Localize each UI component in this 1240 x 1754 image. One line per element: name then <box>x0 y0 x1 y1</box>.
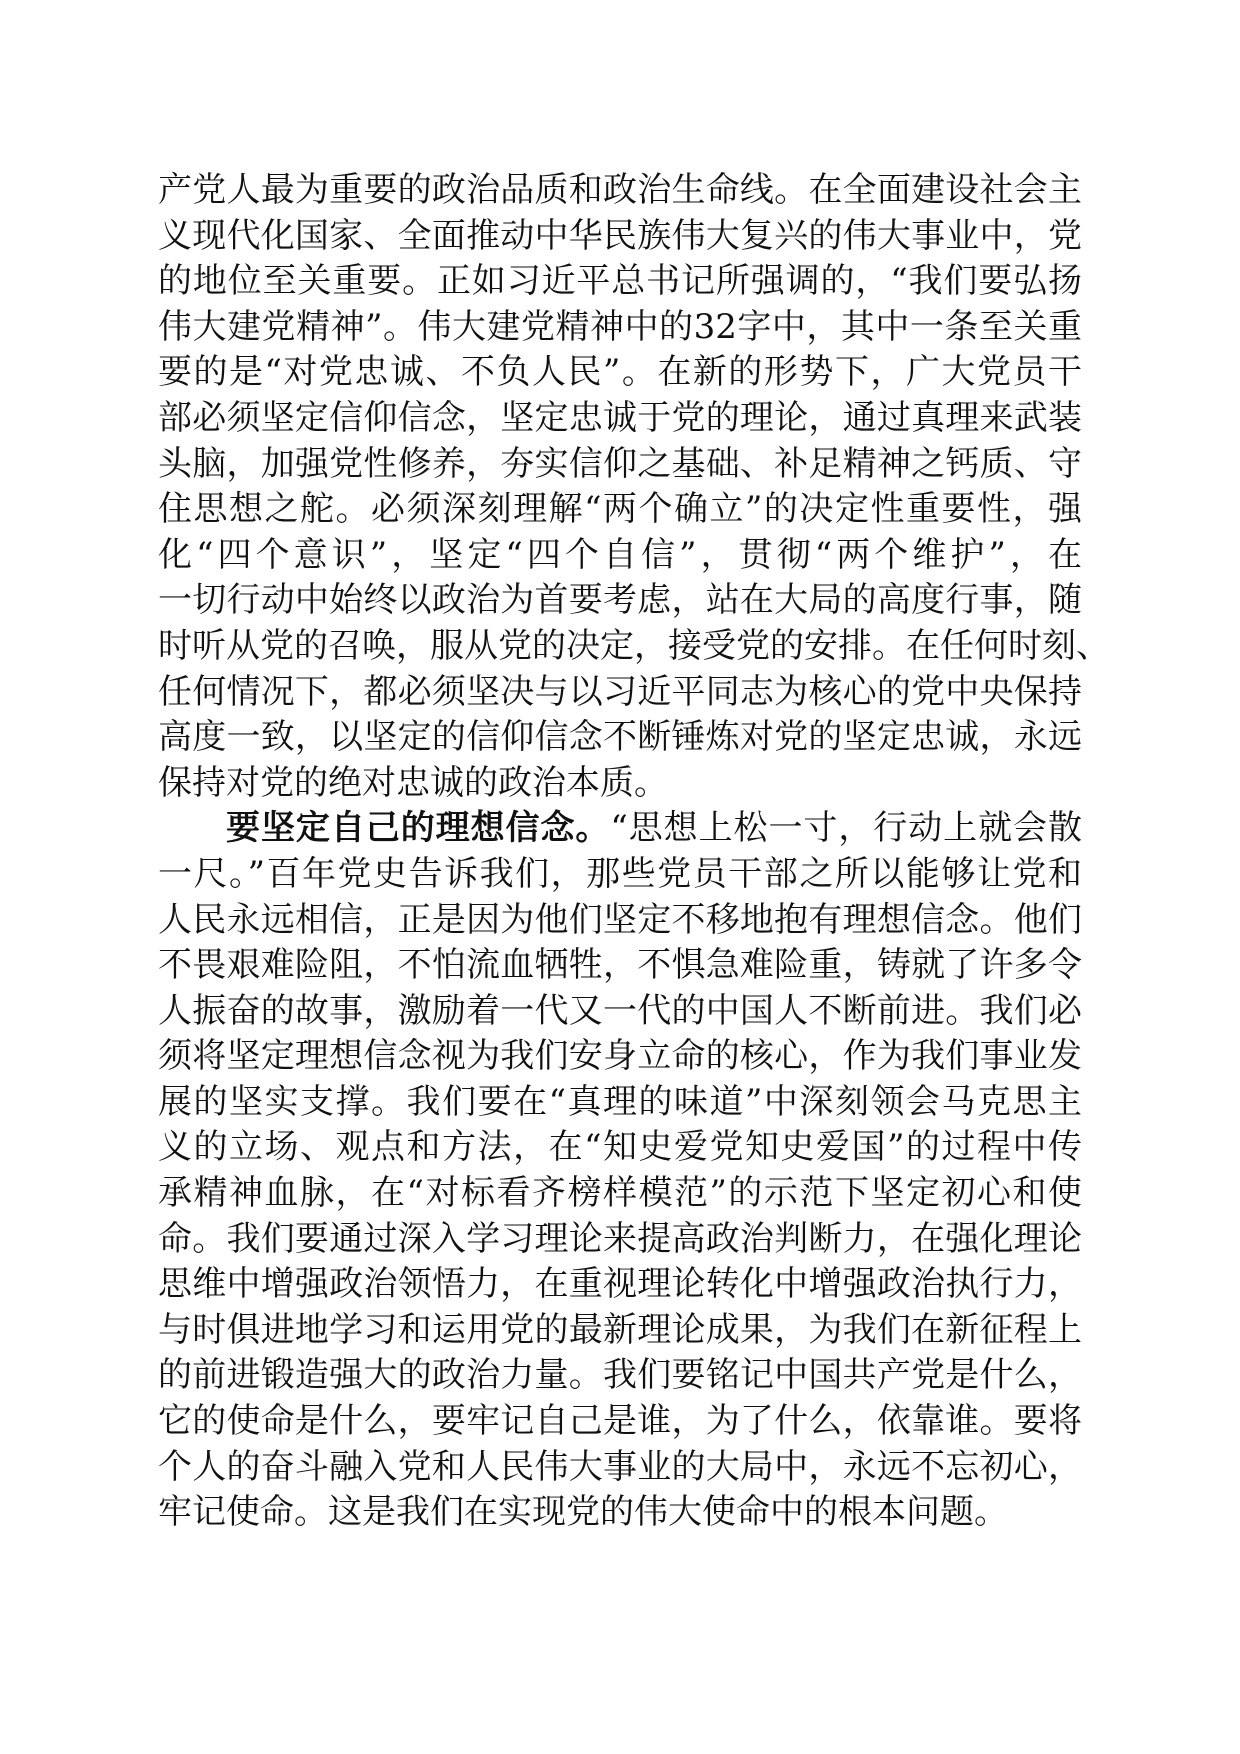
text-line: 保持对党的绝对忠诚的政治本质。 <box>158 762 668 803</box>
text-line: 化“四个意识”，坚定“四个自信”，贯彻“两个维护”，在 <box>158 534 1082 575</box>
text-line: 义现代化国家、全面推动中华民族伟大复兴的伟大事业中，党 <box>158 215 1082 256</box>
text-line: 命。我们要通过深入学习理论来提高政治判断力，在强化理论 <box>158 1218 1082 1259</box>
text-line: 一尺。”百年党史告诉我们，那些党员干部之所以能够让党和 <box>158 853 1082 894</box>
text-line: 头脑，加强党性修养，夯实信仰之基础、补足精神之钙质、守 <box>158 443 1082 484</box>
paragraph-heading: 要坚定自己的理想信念。 <box>226 808 611 849</box>
text-line: 它的使命是什么，要牢记自己是谁，为了什么，依靠谁。要将 <box>158 1401 1082 1442</box>
text-line: 部必须坚定信仰信念，坚定忠诚于党的理论，通过真理来武装 <box>158 397 1082 438</box>
text-line: 人民永远相信，正是因为他们坚定不移地抱有理想信念。他们 <box>158 899 1082 940</box>
text-line: 承精神血脉，在“对标看齐榜样模范”的示范下坚定初心和使 <box>158 1173 1082 1214</box>
text-line: 时听从党的召唤，服从党的决定，接受党的安排。在任何时刻、 <box>158 625 1110 666</box>
text-line: 高度一致，以坚定的信仰信念不断锤炼对党的坚定忠诚，永远 <box>158 717 1082 758</box>
text-line: 个人的奋斗融入党和人民伟大事业的大局中，永远不忘初心， <box>158 1446 1082 1487</box>
text-line: 义的立场、观点和方法，在“知史爱党知史爱国”的过程中传 <box>158 1127 1082 1168</box>
text-line: 任何情况下，都必须坚决与以习近平同志为核心的党中央保持 <box>158 671 1082 712</box>
paragraph-first-line <box>158 806 1082 852</box>
document-body <box>158 168 1110 1536</box>
text-line: 住思想之舵。必须深刻理解“两个确立”的决定性重要性，强 <box>158 489 1082 530</box>
text-line: 一切行动中始终以政治为首要考虑，站在大局的高度行事，随 <box>158 580 1082 621</box>
paragraph-ideals-beliefs <box>158 806 1082 1536</box>
text-line: 思维中增强政治领悟力，在重视理论转化中增强政治执行力， <box>158 1264 1082 1305</box>
text-line: 须将坚定理想信念视为我们安身立命的核心，作为我们事业发 <box>158 1036 1082 1077</box>
text-line: 牢记使命。这是我们在实现党的伟大使命中的根本问题。 <box>158 1492 1008 1533</box>
text-line: 与时俱进地学习和运用党的最新理论成果，为我们在新征程上 <box>158 1309 1082 1350</box>
text-line: 不畏艰难险阻，不怕流血牺牲，不惧急难险重，铸就了许多令 <box>158 945 1082 986</box>
text-line: 伟大建党精神”。伟大建党精神中的32字中，其中一条至关重 <box>158 306 1082 347</box>
text-line: 人振奋的故事，激励着一代又一代的中国人不断前进。我们必 <box>158 990 1082 1031</box>
text-line: 展的坚实支撑。我们要在“真理的味道”中深刻领会马克思主 <box>158 1081 1082 1122</box>
text-line: 要的是“对党忠诚、不负人民”。在新的形势下，广大党员干 <box>158 352 1082 393</box>
text-line: 产党人最为重要的政治品质和政治生命线。在全面建设社会主 <box>158 170 1082 210</box>
text-segment: “思想上松一寸，行动上就会散 <box>610 808 1083 849</box>
paragraph-party-loyalty <box>158 168 1110 806</box>
text-line: 的地位至关重要。正如习近平总书记所强调的，“我们要弘扬 <box>158 261 1082 302</box>
text-line: 的前进锻造强大的政治力量。我们要铭记中国共产党是什么， <box>158 1355 1082 1396</box>
